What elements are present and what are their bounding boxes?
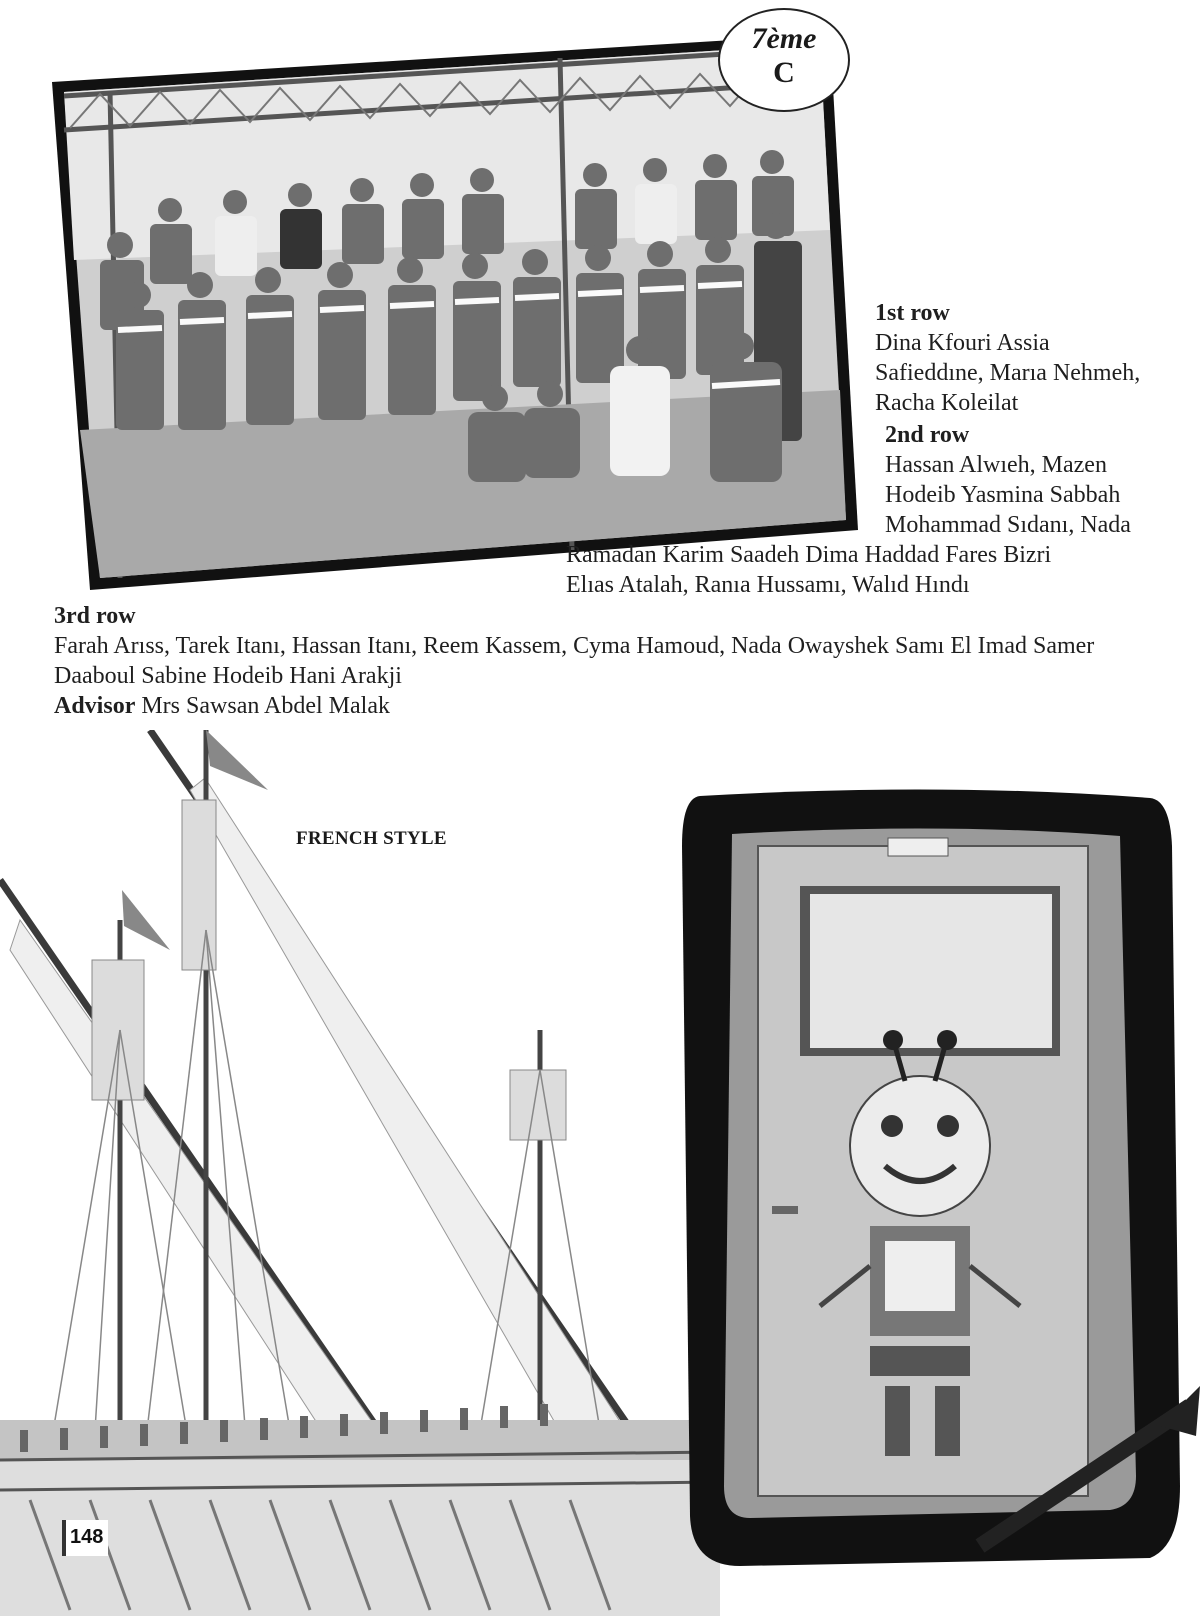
third-row-heading: 3rd row	[54, 603, 136, 629]
third-row-line: Daaboul Sabine Hodeib Hani Arakji	[54, 663, 402, 689]
first-row-heading: 1st row	[875, 300, 950, 326]
second-row-line: Hodeib Yasmina Sabbah	[885, 482, 1121, 508]
class-photo	[50, 30, 870, 590]
second-row-line: Ramadan Karim Saadeh Dima Haddad Fares Bizri	[566, 542, 1052, 568]
third-row-line: Farah Arıss, Tarek Itanı, Hassan Itanı, Reem Kassem, Cyma Hamoud, Nada Owayshek Samı El Imad Samer	[54, 633, 1095, 659]
first-row-line: Dina Kfouri Assia	[875, 330, 1050, 356]
first-row-names	[875, 298, 1175, 418]
art-room-door-photo	[680, 786, 1200, 1586]
advisor-label: Advisor	[54, 693, 136, 719]
second-row-names	[885, 420, 1185, 540]
page-number-box	[62, 1520, 108, 1556]
first-row-line: Safieddıne, Marıa Nehmeh,	[875, 360, 1141, 386]
ship-caption: FRENCH STYLE	[296, 828, 447, 849]
class-badge	[718, 8, 850, 112]
first-row-line: Racha Koleilat	[875, 390, 1019, 416]
third-row-names	[54, 601, 1174, 721]
second-row-line: Mohammad Sıdanı, Nada	[885, 512, 1131, 538]
page-number: 148	[70, 1526, 104, 1548]
advisor-line	[54, 691, 1174, 721]
second-row-continuation	[566, 540, 1126, 600]
second-row-heading: 2nd row	[885, 422, 970, 448]
advisor-name: Mrs Sawsan Abdel Malak	[141, 693, 390, 719]
second-row-line: Elıas Atalah, Ranıa Hussamı, Walıd Hındı	[566, 572, 970, 598]
second-row-line: Hassan Alwıeh, Mazen	[885, 452, 1107, 478]
badge-section: C	[773, 56, 795, 89]
ship-illustration	[0, 730, 720, 1616]
badge-grade: 7ème	[751, 22, 817, 55]
